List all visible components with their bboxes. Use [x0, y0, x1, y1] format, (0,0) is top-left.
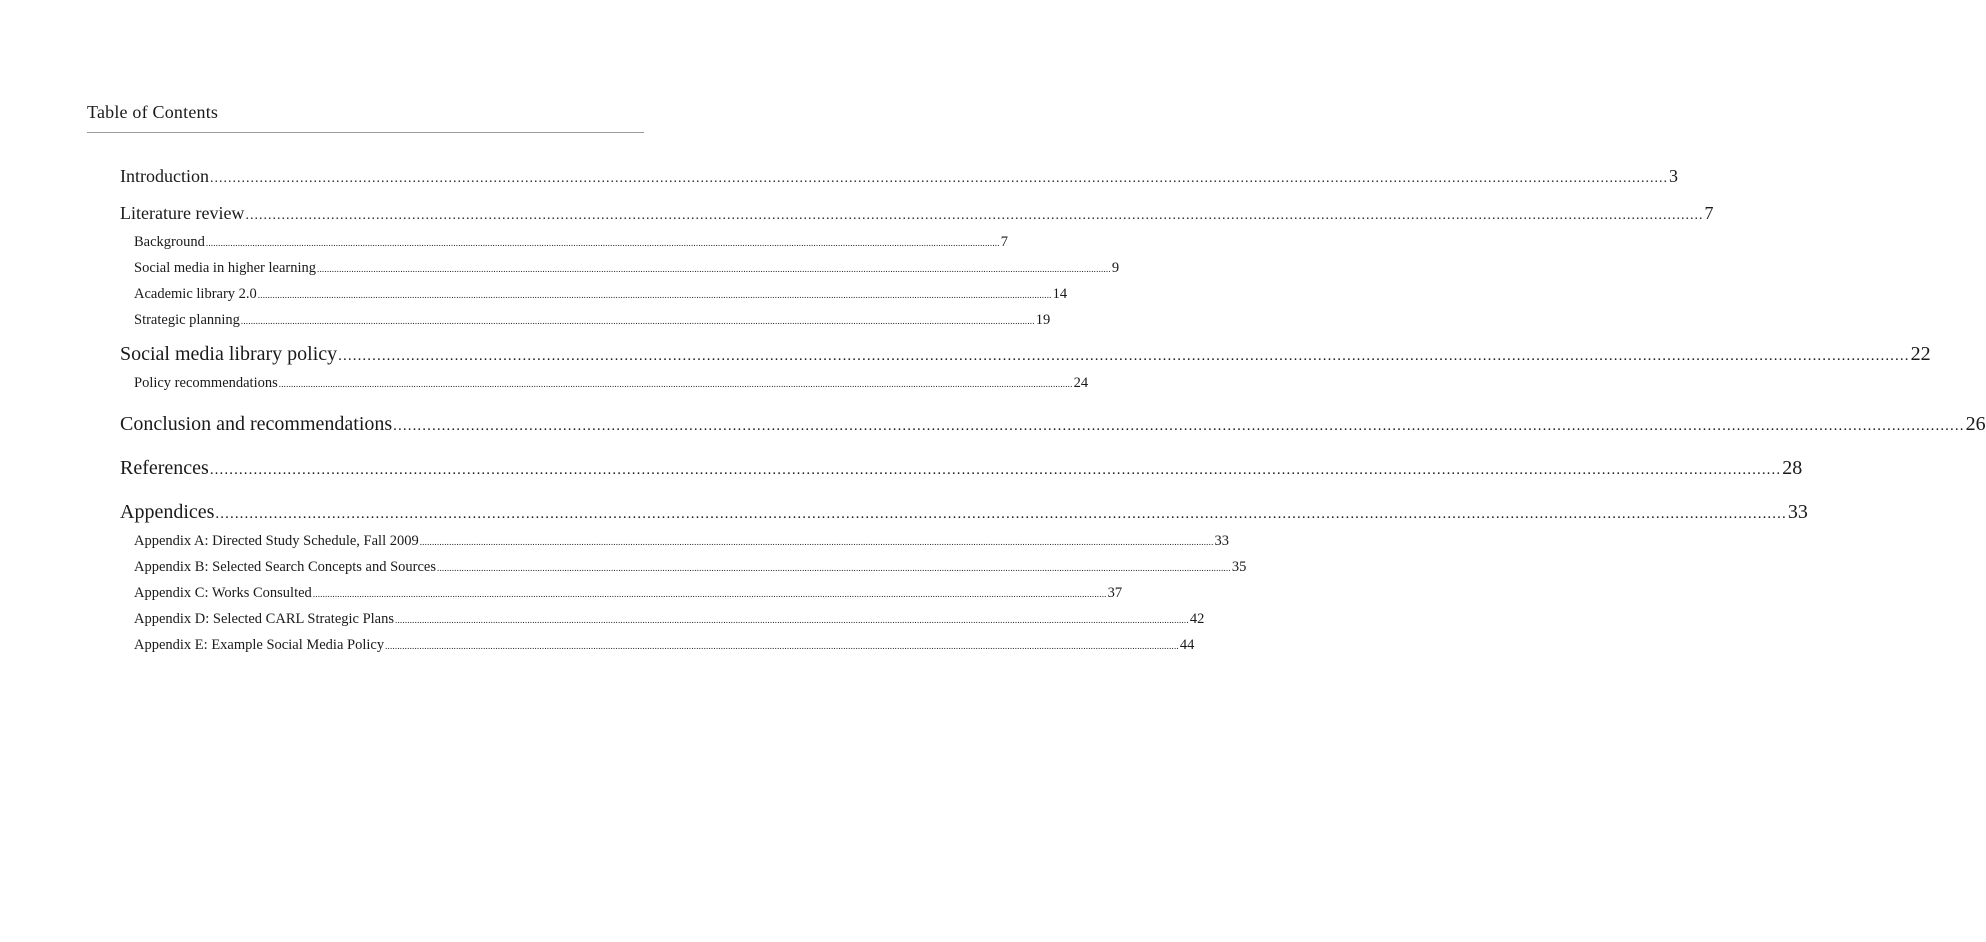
toc-entry-label: Appendix A: Directed Study Schedule, Fall 2009 — [134, 533, 419, 549]
toc-entry-policy-recommendations[interactable] — [120, 370, 1089, 396]
dot-leader: .................................................................................................................................................................................................................................................................................................................................... — [385, 641, 1179, 651]
toc-page-number: 33 — [1787, 501, 1808, 523]
toc-page-number: 7 — [1704, 203, 1714, 223]
toc-entry-appendix-c[interactable] — [120, 580, 1123, 606]
toc-page-number: 19 — [1035, 312, 1051, 328]
toc-entry-label: Appendices — [120, 501, 215, 523]
toc-entry-label: Literature review — [120, 203, 245, 223]
toc-entry-label: Conclusion and recommendations — [120, 413, 393, 435]
toc-entry-label: Appendix E: Example Social Media Policy — [134, 637, 385, 653]
title-divider — [87, 132, 644, 133]
dot-leader: .................................................................................................................................................................................................................................................................................................................................... — [209, 462, 1782, 478]
toc-page-number: 3 — [1668, 166, 1678, 186]
toc-entry-label: Background — [134, 234, 205, 250]
page-title: Table of Contents — [87, 102, 219, 122]
toc-entry-introduction[interactable] — [120, 160, 1678, 192]
dot-leader: .................................................................................................................................................................................................................................................................................................................................... — [215, 506, 1787, 522]
toc-entry-label: Appendix C: Works Consulted — [134, 585, 312, 601]
toc-page-number: 42 — [1189, 611, 1205, 627]
dot-leader: .................................................................................................................................................................................................................................................................................................................................... — [419, 537, 1214, 547]
dot-leader: .................................................................................................................................................................................................................................................................................................................................... — [317, 264, 1111, 274]
dot-leader: .................................................................................................................................................................................................................................................................................................................................... — [240, 316, 1035, 326]
toc-page-number: 37 — [1107, 585, 1123, 601]
toc-entry-appendix-d[interactable] — [120, 606, 1205, 632]
toc-page-number: 28 — [1782, 457, 1803, 479]
toc-entry-appendices[interactable] — [120, 496, 1808, 528]
toc-entry-label: Appendix B: Selected Search Concepts and Sources — [134, 559, 437, 575]
dot-leader: .................................................................................................................................................................................................................................................................................................................................... — [278, 379, 1073, 389]
toc-entry-label: Appendix D: Selected CARL Strategic Plans — [134, 611, 395, 627]
dot-leader: .................................................................................................................................................................................................................................................................................................................................... — [257, 290, 1052, 300]
toc-entry-conclusion[interactable] — [120, 408, 1986, 440]
toc-entry-label: Introduction — [120, 166, 209, 186]
toc-entry-strategic-planning[interactable] — [120, 307, 1051, 333]
dot-leader: .................................................................................................................................................................................................................................................................................................................................... — [338, 348, 1910, 364]
dot-leader: .................................................................................................................................................................................................................................................................................................................................... — [209, 171, 1668, 186]
toc-page-number: 22 — [1910, 343, 1931, 365]
toc-page-number: 44 — [1179, 637, 1195, 653]
toc-entry-social-media-higher-learning[interactable] — [120, 255, 1120, 281]
toc-entry-label: Academic library 2.0 — [134, 286, 257, 302]
dot-leader: .................................................................................................................................................................................................................................................................................................................................... — [245, 208, 1704, 223]
dot-leader: .................................................................................................................................................................................................................................................................................................................................... — [205, 238, 1000, 248]
toc-page-number: 7 — [1000, 234, 1008, 250]
toc-entry-label: Strategic planning — [134, 312, 240, 328]
toc-entry-literature-review[interactable] — [120, 197, 1714, 229]
toc-page-number: 35 — [1231, 559, 1247, 575]
dot-leader: .................................................................................................................................................................................................................................................................................................................................... — [393, 418, 1965, 434]
toc-entry-appendix-b[interactable] — [120, 554, 1247, 580]
toc-entry-background[interactable] — [120, 229, 1008, 255]
toc-page-number: 26 — [1965, 413, 1986, 435]
toc-page-number: 9 — [1111, 260, 1120, 276]
toc-entry-academic-library[interactable] — [120, 281, 1068, 307]
toc-entry-appendix-e[interactable] — [120, 632, 1195, 658]
toc-entry-label: Social media library policy — [120, 343, 338, 365]
toc-entry-social-media-policy[interactable] — [120, 338, 1931, 370]
dot-leader: .................................................................................................................................................................................................................................................................................................................................... — [437, 563, 1231, 573]
toc-page-number: 33 — [1214, 533, 1230, 549]
toc-entry-label: Policy recommendations — [134, 375, 278, 391]
table-of-contents — [120, 160, 1986, 658]
toc-page-number: 24 — [1073, 375, 1089, 391]
toc-entry-label: Social media in higher learning — [134, 260, 317, 276]
toc-entry-appendix-a[interactable] — [120, 528, 1230, 554]
dot-leader: .................................................................................................................................................................................................................................................................................................................................... — [395, 615, 1189, 625]
toc-entry-label: References — [120, 457, 209, 479]
dot-leader: .................................................................................................................................................................................................................................................................................................................................... — [312, 589, 1107, 599]
toc-page-number: 14 — [1052, 286, 1068, 302]
toc-entry-references[interactable] — [120, 452, 1803, 484]
